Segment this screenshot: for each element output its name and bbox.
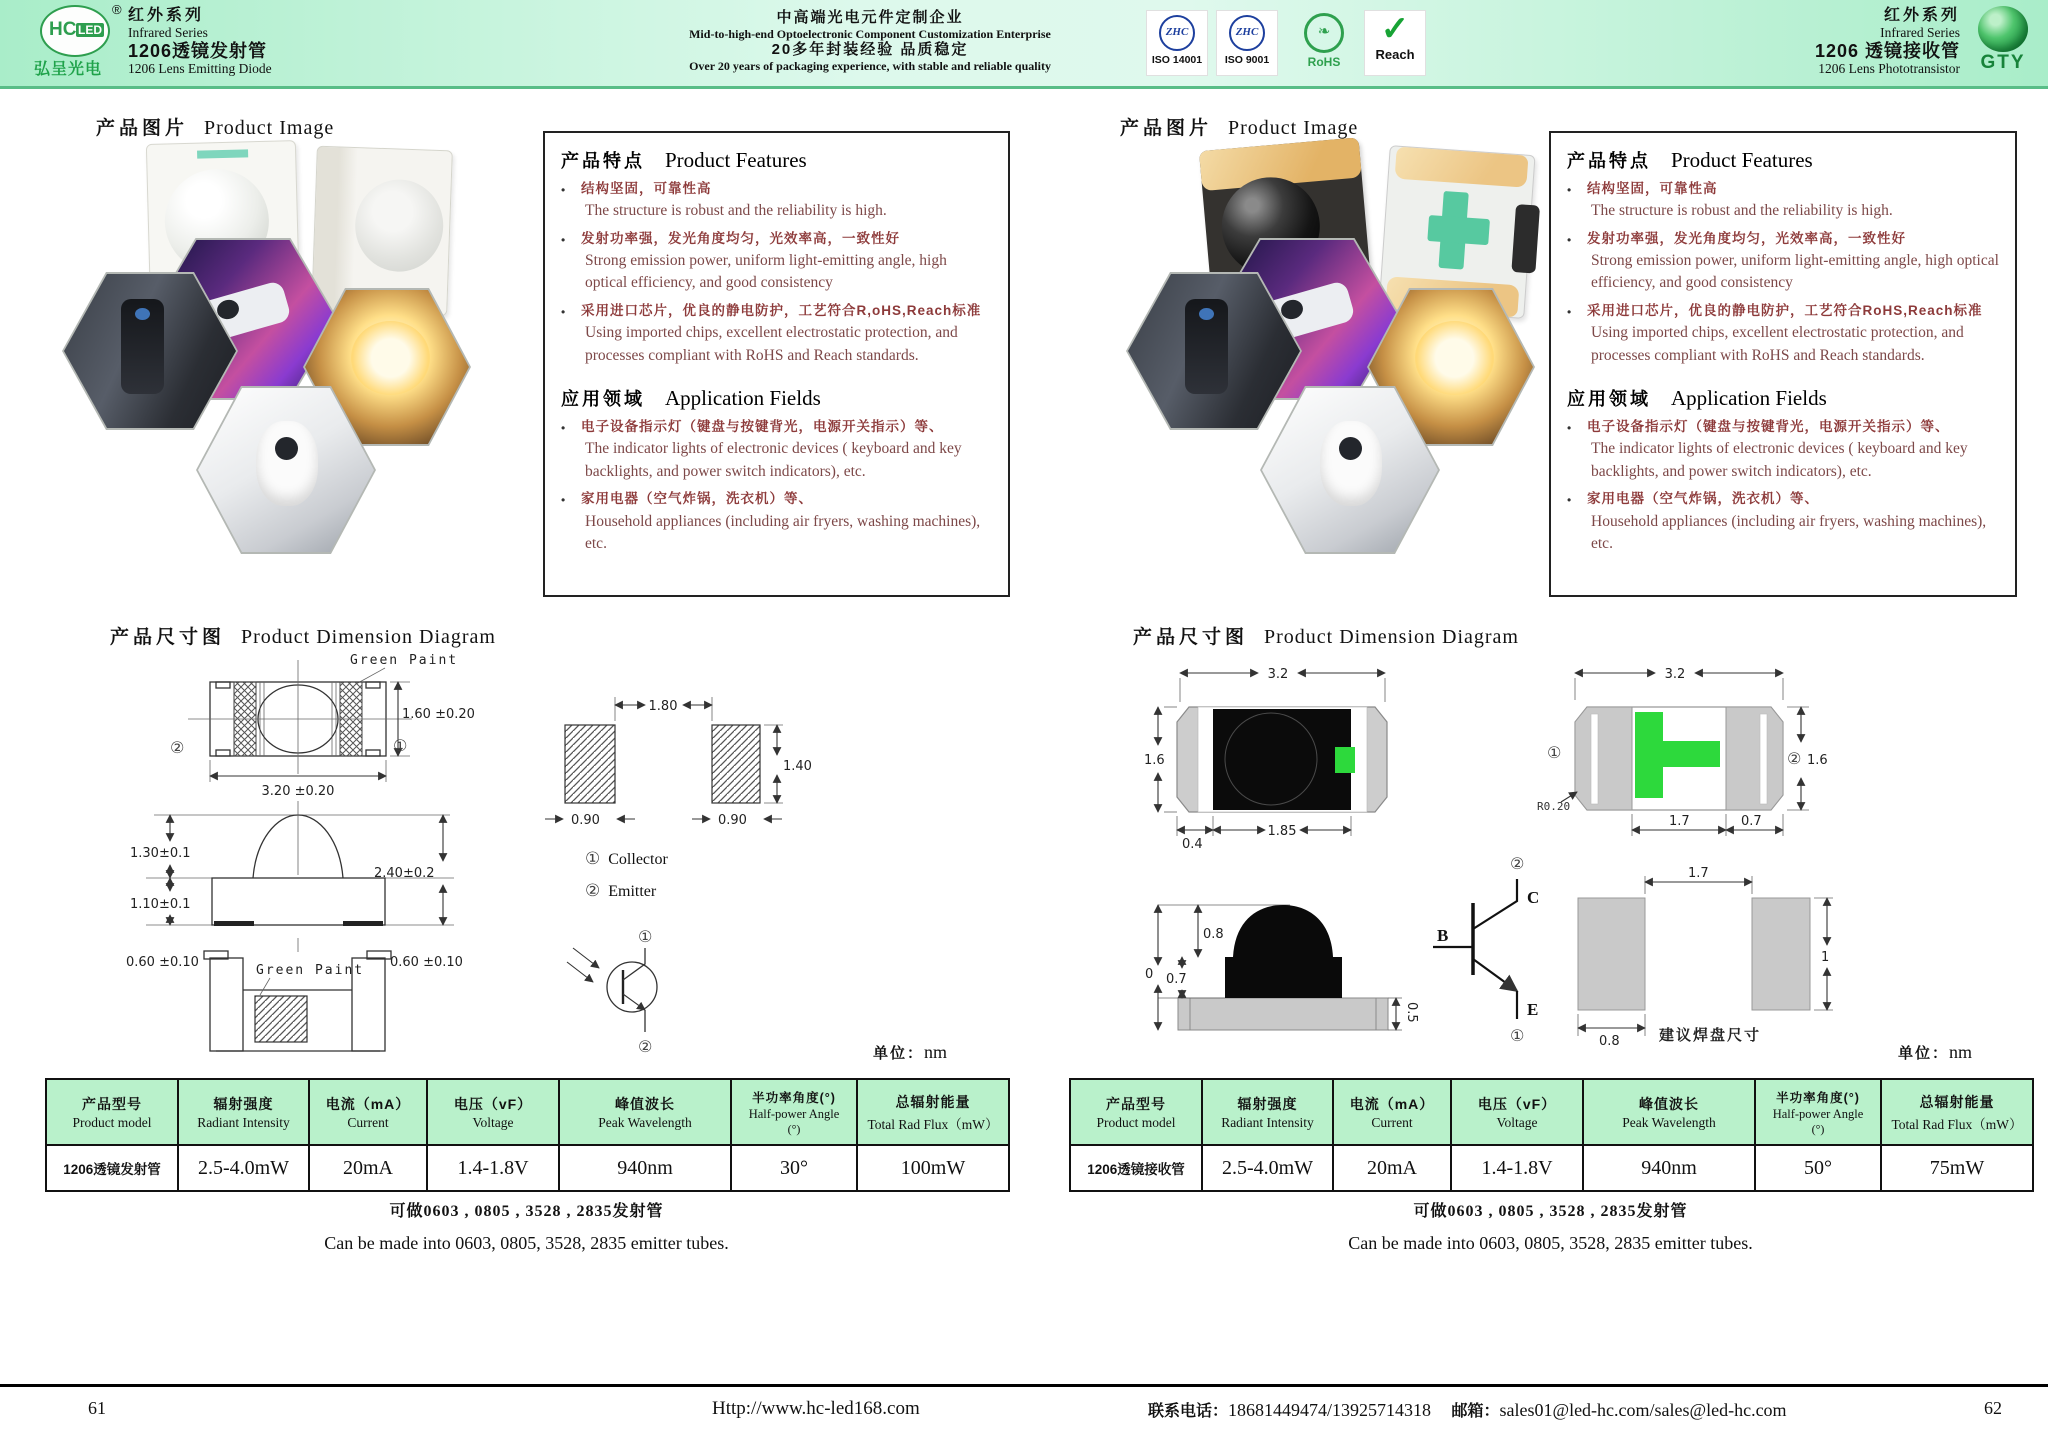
pin1-mark: ① xyxy=(1510,1026,1525,1045)
base-label: B xyxy=(1437,926,1449,945)
feature-item xyxy=(1567,229,1999,299)
col-header-en: Total Rad Flux（mW） xyxy=(867,1116,999,1132)
slogan-line1-en: Mid-to-high-end Optoelectronic Component Customization Enterprise xyxy=(689,27,1051,41)
product-title-zh: 1206透镜发射管 xyxy=(128,41,268,62)
lens-dome xyxy=(354,178,445,273)
gty-logo xyxy=(1968,6,2038,74)
dome-edge xyxy=(1511,204,1540,274)
receiver-top-view-diagram xyxy=(1140,640,1500,855)
dim-pad-gap: 1.80 xyxy=(648,699,678,714)
col-header-zh: 半功率角度(°) xyxy=(752,1090,836,1105)
application-item xyxy=(1567,417,1999,487)
page-number-right: 62 xyxy=(1984,1398,2002,1418)
dim-pad-right: 0.60 ±0.10 xyxy=(390,955,463,970)
dim-width-label: 3.20 ±0.20 xyxy=(261,784,335,799)
rohs-label: RoHS xyxy=(1307,55,1341,69)
features-title-en: Product Features xyxy=(665,148,807,172)
feature-en: The structure is robust and the reliability is high. xyxy=(585,202,887,220)
iso9001-badge xyxy=(1216,10,1278,76)
dim-pad: 0.4 xyxy=(1182,837,1203,852)
heading-en: Product Image xyxy=(204,117,335,139)
pin2-mark: ② xyxy=(1510,854,1525,873)
feature-en: Strong emission power, uniform light-emitting angle, high optical efficiency, and good consistency xyxy=(1591,251,1999,292)
phototransistor-features-box xyxy=(1549,131,2017,597)
unit-value: nm xyxy=(1949,1042,1973,1062)
feature-en: Using imported chips, excellent electrostatic protection, and processes compliant with RoHS and Reach standards. xyxy=(585,324,958,364)
receiver-back-view-diagram xyxy=(1535,640,1905,855)
note-en: Can be made into 0603, 0805, 3528, 2835 emitter tubes. xyxy=(1348,1233,1753,1253)
col-header-zh: 辐射强度 xyxy=(213,1095,274,1112)
col-header-zh: 电压（vF） xyxy=(453,1095,533,1112)
dim-width: 3.2 xyxy=(1267,667,1289,682)
applications-title-zh: 应用领域 xyxy=(561,389,645,410)
dim-width: 3.2 xyxy=(1664,667,1686,682)
cell-current: 20mA xyxy=(1333,1145,1451,1191)
spec-data-row xyxy=(46,1145,1009,1191)
emitter-features-box xyxy=(543,131,1010,597)
application-en: The indicator lights of electronic devices ( keyboard and key backlights, and power switch indicators), etc. xyxy=(585,440,962,480)
product-title-zh-right: 1206 透镜接收管 xyxy=(1814,41,1960,62)
dim-height-label: 1.60 ±0.20 xyxy=(402,707,475,722)
dim-pad-left: 0.60 ±0.10 xyxy=(126,955,199,970)
col-header-en2: (°) xyxy=(1811,1121,1825,1136)
bullet-icon: • xyxy=(1567,304,1572,319)
emitter-pad-layout-diagram xyxy=(545,675,830,835)
left-product-image-heading xyxy=(96,113,334,140)
features-title xyxy=(561,147,992,173)
feature-item xyxy=(561,179,992,227)
features-title-zh: 产品特点 xyxy=(561,151,645,171)
emitter-top-view-diagram xyxy=(150,652,480,802)
col-header-en: Current xyxy=(1371,1114,1413,1130)
gty-globe-icon xyxy=(1978,6,2028,52)
emitter-side-view-diagram xyxy=(118,795,480,935)
footer-divider xyxy=(0,1384,2048,1387)
collector-label: C xyxy=(1527,888,1540,907)
cell-peak-wavelength: 940nm xyxy=(1583,1145,1755,1191)
heading-en: Product Image xyxy=(1228,117,1359,139)
pin2-mark: ② xyxy=(638,1037,653,1056)
reach-label: Reach xyxy=(1375,47,1415,62)
slogan-line2-en: Over 20 years of packaging experience, with stable and reliable quality xyxy=(689,59,1051,74)
series-title-zh-right: 红外系列 xyxy=(1883,7,1960,24)
note-zh: 可做0603 , 0805 , 3528 , 2835发射管 xyxy=(1413,1203,1688,1220)
col-header-en: Voltage xyxy=(1496,1114,1538,1130)
spec-data-row xyxy=(1070,1145,2033,1191)
feature-zh: 结构坚固，可靠性高 xyxy=(581,181,712,196)
header-right-titles xyxy=(1620,7,1960,76)
led-logo-text: LED xyxy=(78,23,102,37)
cell-voltage: 1.4-1.8V xyxy=(1451,1145,1583,1191)
iso14001-logo-icon: ZHC xyxy=(1159,15,1195,51)
iso9001-logo-icon: ZHC xyxy=(1229,15,1265,51)
emitter-spec-table xyxy=(45,1078,1010,1192)
series-title-en-right: Infrared Series xyxy=(1880,24,1960,40)
page-number-left: 61 xyxy=(88,1398,106,1418)
product-title-en: 1206 Lens Emitting Diode xyxy=(128,61,272,77)
bullet-icon: • xyxy=(561,232,566,247)
rohs-leaf-icon: ❧ xyxy=(1304,13,1344,53)
unit-zh: 单位： xyxy=(1898,1045,1950,1062)
dim-pad-width-left: 0.90 xyxy=(571,813,600,828)
cell-peak-wavelength: 940nm xyxy=(559,1145,731,1191)
applications-title xyxy=(561,385,992,411)
applications-title-en: Application Fields xyxy=(665,386,821,411)
col-header-zh: 总辐射能量 xyxy=(1919,1093,1995,1110)
dim-body-height: 0.7 xyxy=(1166,972,1187,987)
applications-title-zh: 应用领域 xyxy=(1567,389,1651,410)
dim-pad-width: 0.8 xyxy=(1599,1034,1620,1049)
col-header-zh: 峰值波长 xyxy=(1639,1095,1699,1112)
recommended-pad-label: 建议焊盘尺寸 xyxy=(1659,1027,1762,1044)
dim-radius: R0.20 xyxy=(1537,800,1571,813)
product-title-en-right: 1206 Lens Phototransistor xyxy=(1818,61,1960,77)
cell-model: 1206透镜发射管 xyxy=(46,1145,178,1191)
heading-en: Product Dimension Diagram xyxy=(241,626,496,648)
feature-item xyxy=(1567,301,1999,371)
bullet-icon: • xyxy=(561,304,566,319)
website-url[interactable]: Http://www.hc-led168.com xyxy=(712,1398,920,1419)
dim-height: 1.6 xyxy=(1807,753,1828,768)
left-note xyxy=(45,1198,1008,1254)
pin1-mark: ① xyxy=(585,849,601,868)
dim-lens-width: 1.85 xyxy=(1267,824,1297,839)
dim-total: 0 xyxy=(1145,967,1154,982)
email-label: 邮箱： xyxy=(1451,1403,1500,1420)
reach-check-icon: ✓ xyxy=(1380,10,1410,48)
reach-badge xyxy=(1364,10,1426,76)
phone-label: 联系电话： xyxy=(1148,1403,1229,1420)
dim-body-height: 1.10±0.1 xyxy=(130,897,191,912)
pin2-mark: ② xyxy=(170,738,185,757)
dim-pad-gap: 1.7 xyxy=(1669,814,1690,829)
application-zh: 家用电器（空气炸锅，洗衣机）等、 xyxy=(1587,491,1819,507)
application-en: The indicator lights of electronic devices ( keyboard and key backlights, and power switch indicators), etc. xyxy=(1591,440,1968,480)
registered-mark: ® xyxy=(112,2,122,17)
camera-body xyxy=(256,421,318,506)
features-title-en: Product Features xyxy=(1671,148,1813,172)
iso14001-label: ISO 14001 xyxy=(1151,54,1203,66)
col-header-en: Radiant Intensity xyxy=(197,1114,290,1130)
col-header-en: Voltage xyxy=(472,1114,514,1130)
header-center-slogan xyxy=(620,9,1120,74)
receiver-pad-layout-diagram xyxy=(1555,860,1865,1060)
dim-substrate-height: 0.5 xyxy=(1404,1002,1419,1023)
bullet-icon: • xyxy=(1567,232,1572,247)
application-en: Household appliances (including air fryers, washing machines), etc. xyxy=(1591,512,1987,552)
col-header-en: Half-power Angle xyxy=(1772,1106,1864,1121)
pin1-label: Collector xyxy=(608,851,668,868)
feature-en: Using imported chips, excellent electrostatic protection, and processes compliant with RoHS and Reach standards. xyxy=(1591,324,1964,364)
col-header-en: Peak Wavelength xyxy=(1622,1114,1716,1130)
bullet-icon: • xyxy=(1567,183,1572,197)
dim-pad-gap: 1.7 xyxy=(1688,866,1709,881)
green-mark xyxy=(1427,215,1489,245)
col-header-zh: 电流（mA） xyxy=(325,1095,411,1112)
phototransistor-spec-table xyxy=(1069,1078,2034,1192)
cell-total-rad-flux: 75mW xyxy=(1881,1145,2033,1191)
heading-zh: 产品图片 xyxy=(96,118,189,139)
brand-name-zh: 弘呈光电 xyxy=(34,61,103,78)
pin2-row xyxy=(585,875,668,907)
rohs-badge xyxy=(1294,10,1354,74)
bullet-icon: • xyxy=(561,183,566,197)
bullet-icon: • xyxy=(1567,421,1572,436)
col-header-en: Peak Wavelength xyxy=(598,1114,692,1130)
feature-zh: 结构坚固，可靠性高 xyxy=(1587,181,1718,196)
feature-zh: 采用进口芯片，优良的静电防护，工艺符合RoHS,Reach标准 xyxy=(1587,302,1983,318)
cell-model: 1206透镜接收管 xyxy=(1070,1145,1202,1191)
cell-radiant-intensity: 2.5-4.0mW xyxy=(178,1145,309,1191)
emitter-label: E xyxy=(1527,1000,1539,1019)
cell-current: 20mA xyxy=(309,1145,427,1191)
spec-header-row xyxy=(46,1079,1009,1145)
header-left-titles xyxy=(128,7,272,76)
iso9001-label: ISO 9001 xyxy=(1224,54,1270,66)
col-header-en: Radiant Intensity xyxy=(1221,1114,1314,1130)
pin2-mark: ② xyxy=(585,881,601,901)
feature-zh: 发射功率强，发光角度均匀，光效率高，一致性好 xyxy=(1587,230,1906,246)
col-header-en: Product model xyxy=(1096,1114,1176,1130)
dim-dome-height: 0.8 xyxy=(1203,927,1224,942)
green-paint-label: Green Paint xyxy=(350,653,459,668)
col-header-en: Product model xyxy=(72,1114,152,1130)
feature-zh: 发射功率强，发光角度均匀，光效率高，一致性好 xyxy=(581,230,900,246)
bullet-icon: • xyxy=(561,493,566,508)
page-header xyxy=(0,0,2048,89)
col-header-zh: 总辐射能量 xyxy=(895,1093,971,1110)
applications-title-en: Application Fields xyxy=(1671,386,1827,411)
feature-en: Strong emission power, uniform light-emitting angle, high optical efficiency, and good consistency xyxy=(585,251,947,292)
pin2-label: Emitter xyxy=(608,883,657,901)
col-header-en: Total Rad Flux（mW） xyxy=(1891,1116,2023,1132)
spec-header-row xyxy=(1070,1079,2033,1145)
features-title-zh: 产品特点 xyxy=(1567,151,1651,171)
heading-zh: 产品图片 xyxy=(1120,118,1213,139)
slogan-line2-zh: 20多年封装经验 品质稳定 xyxy=(771,41,969,59)
pin-legend xyxy=(585,843,668,908)
col-header-en2: (°) xyxy=(787,1121,801,1136)
left-dimension-heading xyxy=(110,622,496,649)
col-header-zh: 峰值波长 xyxy=(615,1095,675,1112)
dim-pad-height: 1 xyxy=(1821,950,1830,965)
heading-zh: 产品尺寸图 xyxy=(1133,627,1249,648)
application-item xyxy=(561,417,992,487)
series-title-zh: 红外系列 xyxy=(128,7,205,24)
application-zh: 电子设备指示灯（键盘与按键背光，电源开关指示）等、 xyxy=(1587,419,1950,435)
cell-total-rad-flux: 100mW xyxy=(857,1145,1009,1191)
bullet-icon: • xyxy=(1567,493,1572,508)
left-unit-label xyxy=(873,1042,947,1063)
slogan-line1-zh: 中高端光电元件定制企业 xyxy=(776,9,964,26)
pin1-mark: ① xyxy=(638,927,653,946)
feature-item xyxy=(1567,179,1999,227)
cell-voltage: 1.4-1.8V xyxy=(427,1145,559,1191)
cell-half-power-angle: 30° xyxy=(731,1145,857,1191)
pin1-row xyxy=(585,843,668,875)
pin1-mark: ① xyxy=(393,736,408,755)
bullet-icon: • xyxy=(561,421,566,436)
col-header-en: Half-power Angle xyxy=(748,1106,840,1121)
application-item xyxy=(1567,489,1999,559)
col-header-zh: 产品型号 xyxy=(82,1095,142,1112)
right-note xyxy=(1069,1198,2032,1254)
lock-indicator xyxy=(135,308,150,320)
unit-value: nm xyxy=(924,1042,948,1062)
col-header-zh: 产品型号 xyxy=(1106,1095,1166,1112)
dim-total-height: 2.40±0.2 xyxy=(374,866,435,881)
pin1-mark: ① xyxy=(1547,743,1562,762)
application-zh: 电子设备指示灯（键盘与按键背光，电源开关指示）等、 xyxy=(581,419,944,435)
dim-pad-width: 0.7 xyxy=(1741,814,1762,829)
col-header-en: Current xyxy=(347,1114,389,1130)
feature-item xyxy=(561,301,992,371)
heading-zh: 产品尺寸图 xyxy=(110,627,226,648)
camera-body xyxy=(1320,421,1382,506)
col-header-zh: 半功率角度(°) xyxy=(1776,1090,1860,1105)
dim-pad-height: 1.40 xyxy=(783,759,812,774)
feature-en: The structure is robust and the reliability is high. xyxy=(1591,202,1893,220)
cell-radiant-intensity: 2.5-4.0mW xyxy=(1202,1145,1333,1191)
iso14001-badge xyxy=(1146,10,1208,76)
application-item xyxy=(561,489,992,559)
cell-half-power-angle: 50° xyxy=(1755,1145,1881,1191)
series-title-en: Infrared Series xyxy=(128,24,208,40)
col-header-zh: 辐射强度 xyxy=(1237,1095,1298,1112)
hc-logo xyxy=(40,5,110,57)
chip-mark xyxy=(197,149,248,158)
lock-indicator xyxy=(1199,308,1214,320)
light-glow xyxy=(351,321,430,395)
dim-pad-width-right: 0.90 xyxy=(718,813,747,828)
right-product-image-heading xyxy=(1120,113,1358,140)
col-header-zh: 电压（vF） xyxy=(1477,1095,1557,1112)
note-zh: 可做0603 , 0805 , 3528 , 2835发射管 xyxy=(389,1203,664,1220)
heading-en: Product Dimension Diagram xyxy=(1264,626,1519,648)
feature-item xyxy=(561,229,992,299)
pin2-mark: ② xyxy=(1787,749,1802,768)
hc-logo-text: HC xyxy=(49,19,77,40)
dim-lens-height: 1.30±0.1 xyxy=(130,846,191,861)
features-title xyxy=(1567,147,1999,173)
note-en: Can be made into 0603, 0805, 3528, 2835 emitter tubes. xyxy=(324,1233,729,1253)
emitter-bottom-view-diagram xyxy=(118,938,480,1073)
application-zh: 家用电器（空气炸锅，洗衣机）等、 xyxy=(581,491,813,507)
col-header-zh: 电流（mA） xyxy=(1349,1095,1435,1112)
feature-zh: 采用进口芯片，优良的静电防护，工艺符合R,oHS,Reach标准 xyxy=(581,302,982,318)
emitter-schematic-symbol xyxy=(555,920,705,1080)
contact-info xyxy=(1148,1398,1787,1421)
application-en: Household appliances (including air fryers, washing machines), etc. xyxy=(585,512,981,552)
gty-logo-text: GTY xyxy=(1980,52,2026,73)
green-paint-label: Green Paint xyxy=(256,963,365,978)
dim-height: 1.6 xyxy=(1144,753,1165,768)
phone-numbers: 18681449474/13925714318 xyxy=(1228,1400,1432,1420)
applications-title xyxy=(1567,385,1999,411)
right-unit-label xyxy=(1898,1042,1972,1063)
unit-zh: 单位： xyxy=(873,1045,925,1062)
email-addresses[interactable]: sales01@led-hc.com/sales@led-hc.com xyxy=(1499,1400,1787,1420)
light-glow xyxy=(1415,321,1494,395)
gold-pad xyxy=(1394,147,1528,189)
